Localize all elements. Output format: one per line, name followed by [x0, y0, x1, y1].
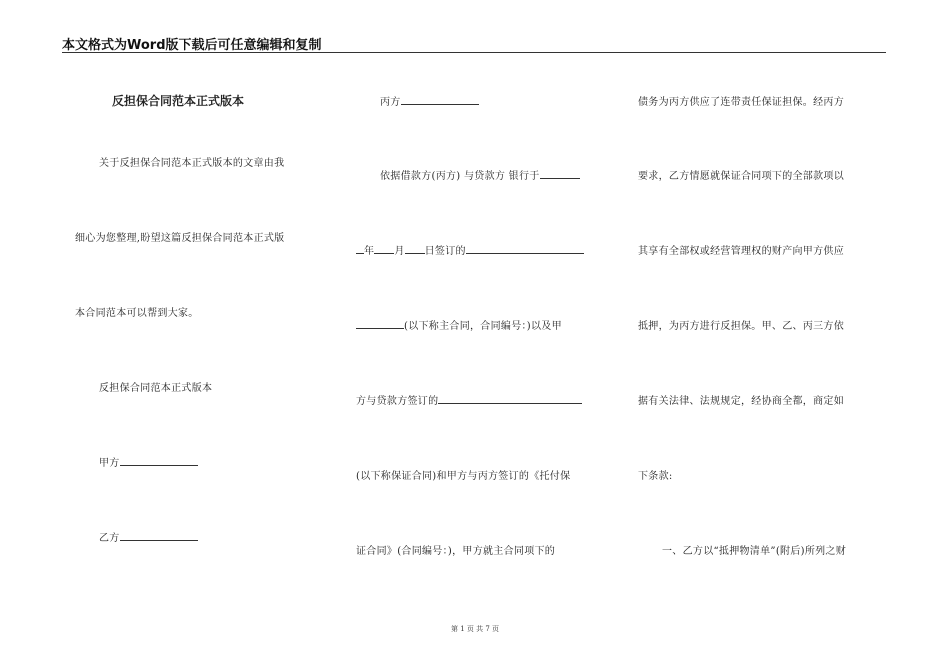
party-b-blank	[120, 529, 198, 541]
col3-line-2: 要求，乙方情愿就保证合同项下的全部款项以	[638, 171, 844, 182]
col3-line-3: 其享有全部权或经营管理权的财产向甲方供应	[638, 246, 844, 257]
subtitle: 反担保合同范本正式版本	[99, 383, 213, 394]
col2-line-4-text: 方与贷款方签订的	[356, 396, 439, 407]
text-column-2	[356, 0, 616, 672]
party-a-blank	[120, 454, 198, 466]
col3-line-6: 下条款:	[638, 471, 673, 482]
col3-line-4: 抵押，为丙方进行反担保。甲、乙、丙三方依	[638, 321, 844, 332]
text-column-3	[638, 0, 898, 672]
intro-line-2: 细心为您整理,盼望这篇反担保合同范本正式版	[75, 233, 285, 244]
col2-line-3-text: (以下称主合同，合同编号：)以及甲	[404, 321, 562, 332]
signed-doc-blank	[466, 242, 584, 254]
col2-line-3	[356, 317, 562, 332]
col3-line-1: 债务为丙方供应了连带责任保证担保。经丙方	[638, 97, 844, 108]
text-column-1	[75, 0, 335, 672]
month-blank	[374, 242, 394, 254]
party-a-line	[99, 454, 198, 469]
page-footer: 第 1 页 共 7 页	[450, 625, 500, 633]
party-c-blank	[401, 93, 479, 105]
year-label: 年	[364, 246, 375, 257]
document-title: 反担保合同范本正式版本	[112, 94, 245, 108]
col2-line-2	[356, 242, 584, 257]
party-c-line	[380, 93, 479, 108]
party-a-label: 甲方	[99, 458, 120, 469]
month-label: 月	[394, 246, 405, 257]
loan-bank-blank	[540, 167, 580, 179]
guarantee-contract-blank	[438, 392, 582, 404]
party-c-label: 丙方	[380, 97, 401, 108]
col2-line-1-text: 依据借款方(丙方) 与贷款方 银行于	[380, 171, 540, 182]
col2-line-5: (以下称保证合同)和甲方与丙方签订的《托付保	[356, 471, 571, 482]
day-label: 日签订的	[424, 246, 466, 257]
party-b-label: 乙方	[99, 533, 120, 544]
col2-line-6: 证合同》(合同编号：)，甲方就主合同项下的	[356, 546, 556, 557]
year-prefix-blank	[356, 242, 364, 254]
col2-line-1	[380, 167, 580, 182]
col3-line-5: 据有关法律、法规规定，经协商全都，商定如	[638, 396, 844, 407]
day-blank	[405, 242, 425, 254]
document-header: 本文格式为Word版下载后可任意编辑和复制	[62, 38, 322, 53]
col3-line-7: 一、乙方以“抵押物清单”(附后)所列之财	[662, 546, 847, 557]
intro-line-3: 本合同范本可以帮到大家。	[75, 308, 199, 319]
party-b-line	[99, 529, 198, 544]
intro-line-1: 关于反担保合同范本正式版本的文章由我	[99, 158, 285, 169]
main-contract-blank	[356, 317, 404, 329]
col2-line-4	[356, 392, 582, 407]
